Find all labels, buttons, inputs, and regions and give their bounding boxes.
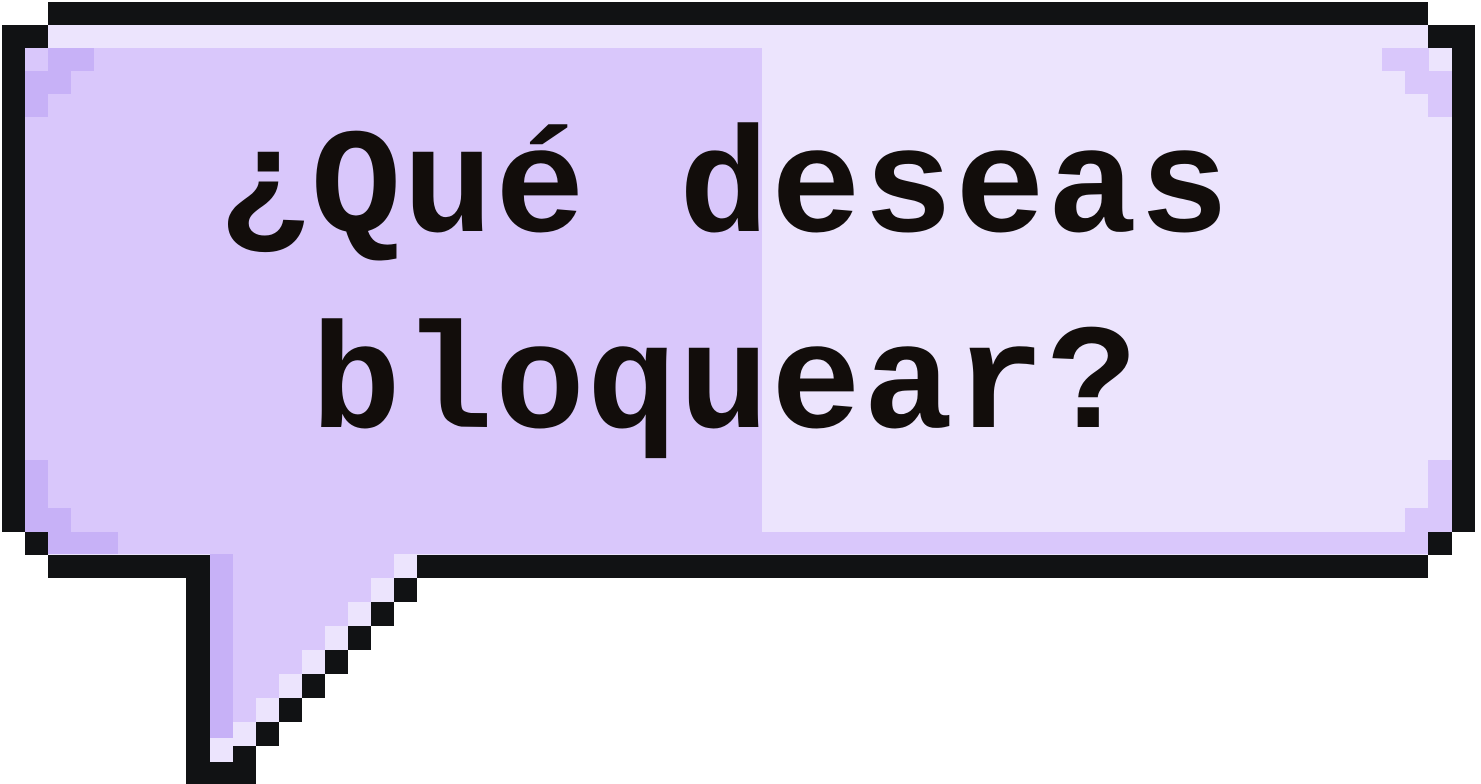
bubble-bottom-left-outline-step (25, 532, 48, 555)
bubble-bottom-left-outline (48, 555, 210, 578)
tail-highlight-step (348, 602, 371, 626)
tail-highlight-step (256, 698, 279, 722)
bubble-bottom-right-outline (417, 555, 1428, 578)
bottom-right-corner-shade (1428, 460, 1452, 532)
bubble-bottom-right-outline-step (1428, 532, 1452, 555)
top-right-corner-shade-step (1428, 94, 1452, 117)
top-right-corner-shade (1382, 48, 1429, 71)
bottom-left-corner-shade-step (48, 508, 71, 532)
top-left-corner-shade (48, 48, 94, 71)
speech-tail-diagonal-outline (302, 674, 325, 698)
bubble-right-highlight (1403, 48, 1452, 532)
tail-highlight-step (210, 738, 233, 762)
tail-highlight-step (394, 554, 417, 578)
speech-bubble-question (210, 100, 1240, 480)
bottom-left-corner-shade-step (48, 532, 118, 554)
bubble-lower-purple-band (25, 532, 1429, 554)
speech-tail-diagonal-outline (348, 626, 371, 650)
bubble-left-outline (2, 48, 25, 532)
question-line-2: bloquear? (310, 303, 1140, 473)
bubble-right-outline (1452, 48, 1475, 532)
speech-tail-diagonal-outline (325, 650, 348, 674)
speech-tail-shade (210, 554, 233, 746)
tail-highlight-step (302, 650, 325, 674)
tail-highlight-step (371, 578, 394, 602)
bubble-top-outline (48, 2, 1428, 25)
speech-tail-left-outline (186, 555, 210, 784)
top-right-corner-shade-step (1405, 71, 1452, 94)
speech-tail-diagonal-outline (371, 602, 394, 626)
speech-tail-bottom-outline (186, 762, 233, 784)
bubble-top-left-outline (2, 25, 48, 48)
speech-tail-diagonal-outline (279, 698, 302, 722)
speech-tail-diagonal-outline (394, 578, 417, 602)
speech-tail-diagonal-outline (233, 746, 256, 784)
question-line-1: ¿Qué deseas (218, 107, 1232, 277)
bottom-left-corner-shade (25, 460, 48, 532)
top-left-corner-shade-step (25, 94, 48, 117)
tail-highlight-step (279, 674, 302, 698)
tail-highlight-step (325, 626, 348, 650)
bubble-top-right-outline (1428, 25, 1475, 48)
tail-highlight-step (233, 722, 256, 746)
top-left-corner-shade-step (25, 71, 71, 94)
bottom-right-corner-shade-step (1405, 508, 1428, 532)
speech-tail-diagonal-outline (256, 722, 279, 746)
